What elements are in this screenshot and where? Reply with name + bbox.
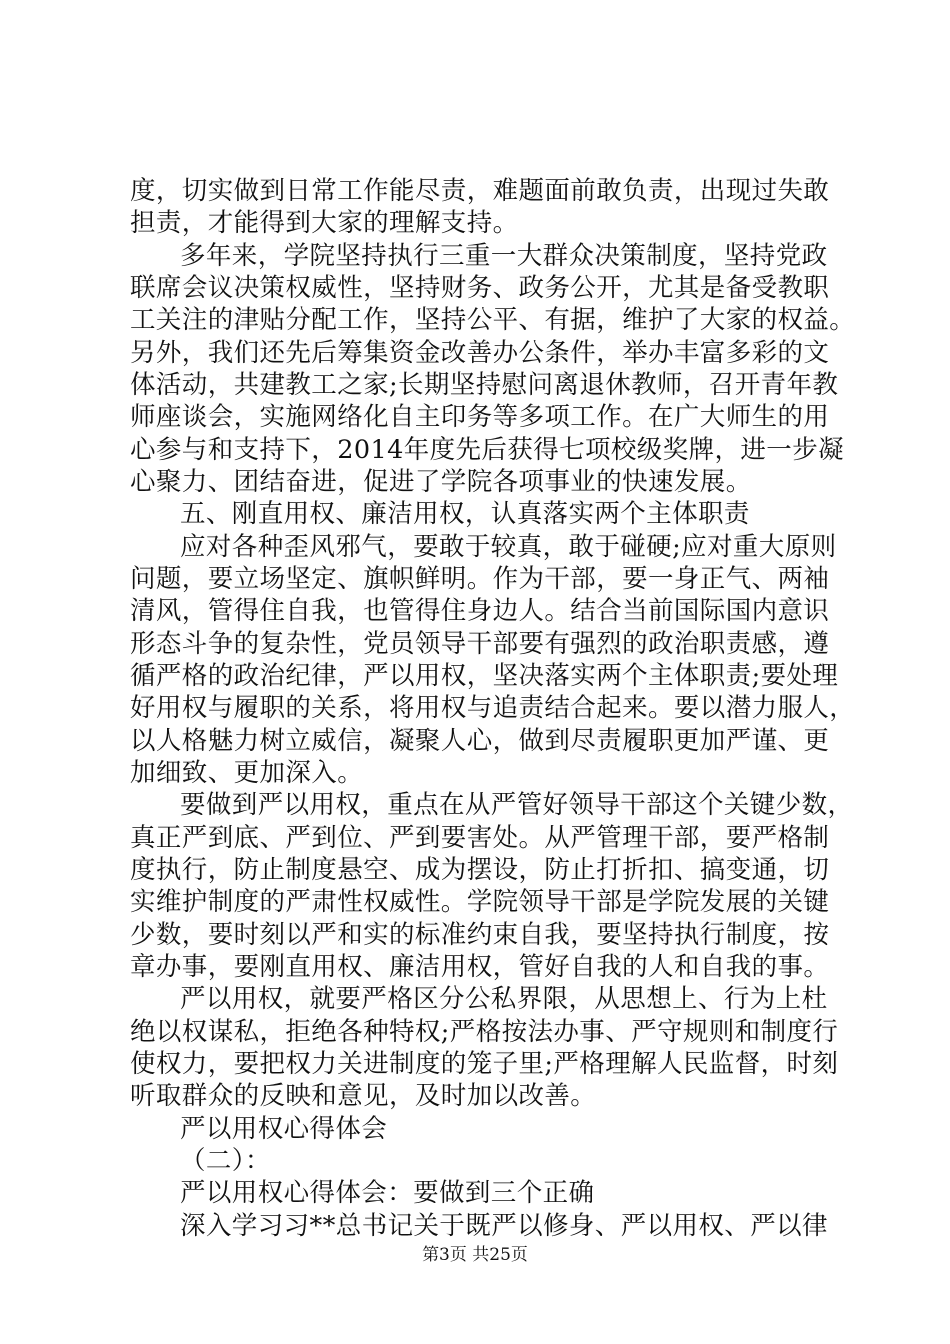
body-text-line: 真正严到底、严到位、严到要害处。从严管理干部，要严格制: [130, 823, 830, 853]
body-text-line: 章办事，要刚直用权、廉洁用权，管好自我的人和自我的事。: [130, 952, 830, 982]
body-text-line: 联席会议决策权威性，坚持财务、政务公开，尤其是备受教职: [130, 273, 830, 303]
body-text-line: 以人格魅力树立威信，凝聚人心，做到尽责履职更加严谨、更: [130, 726, 830, 756]
body-text-line: 心参与和支持下，2014年度先后获得七项校级奖牌，进一步凝: [130, 435, 844, 465]
body-text-line: 度，切实做到日常工作能尽责，难题面前敢负责，出现过失敢: [130, 176, 830, 206]
body-text-line: 形态斗争的复杂性，党员领导干部要有强烈的政治职责感，遵: [130, 629, 830, 659]
paragraph-start-line: 严以用权，就要严格区分公私界限，从思想上、行为上杜: [180, 984, 828, 1014]
body-text-line: 使权力，要把权力关进制度的笼子里;严格理解人民监督，时刻: [130, 1049, 839, 1079]
body-text-line: 体活动，共建教工之家;长期坚持慰问离退休教师，召开青年教: [130, 370, 839, 400]
article-heading: 严以用权心得体会：要做到三个正确: [180, 1178, 595, 1208]
page-number-footer: 第3页 共25页: [422, 1245, 528, 1265]
paragraph-start-line: 多年来，学院坚持执行三重一大群众决策制度，坚持党政: [180, 241, 828, 271]
body-text-line: 少数，要时刻以严和实的标准约束自我，要坚持执行制度，按: [130, 920, 830, 950]
body-text-line: 担责，才能得到大家的理解支持。: [130, 208, 519, 238]
paragraph-start-line: 应对各种歪风邪气，要敢于较真，敢于碰硬;应对重大原则: [180, 532, 837, 562]
section-heading: 五、刚直用权、廉洁用权，认真落实两个主体职责: [180, 499, 750, 529]
body-text-line: 工关注的津贴分配工作，坚持公平、有据，维护了大家的权益。: [130, 305, 856, 335]
body-text-line: 听取群众的反映和意见，及时加以改善。: [130, 1081, 597, 1111]
body-text-line: 问题，要立场坚定、旗帜鲜明。作为干部，要一身正气、两袖: [130, 564, 830, 594]
body-text-line: 绝以权谋私，拒绝各种特权;严格按法办事、严守规则和制度行: [130, 1017, 839, 1047]
body-text-line: 实维护制度的严肃性权威性。学院领导干部是学院发展的关键: [130, 887, 830, 917]
body-text-line: 另外，我们还先后筹集资金改善办公条件，举办丰富多彩的文: [130, 338, 830, 368]
body-text-line: 心聚力、团结奋进，促进了学院各项事业的快速发展。: [130, 467, 752, 497]
paragraph-start-line: 深入学习习**总书记关于既严以修身、严以用权、严以律: [180, 1211, 828, 1241]
article-title: 严以用权心得体会: [180, 1114, 388, 1144]
body-text-line: 师座谈会，实施网络化自主印务等多项工作。在广大师生的用: [130, 402, 830, 432]
body-text-line: 度执行，防止制度悬空、成为摆设，防止打折扣、搞变通，切: [130, 855, 830, 885]
body-text-line: 好用权与履职的关系，将用权与追责结合起来。要以潜力服人，: [130, 693, 856, 723]
body-text-line: 清风，管得住自我，也管得住身边人。结合当前国际国内意识: [130, 596, 830, 626]
article-subtitle: （二）：: [180, 1146, 271, 1176]
body-text-line: 加细致、更加深入。: [130, 758, 364, 788]
paragraph-start-line: 要做到严以用权，重点在从严管好领导干部这个关键少数，: [180, 790, 854, 820]
body-text-line: 循严格的政治纪律，严以用权，坚决落实两个主体职责;要处理: [130, 661, 839, 691]
